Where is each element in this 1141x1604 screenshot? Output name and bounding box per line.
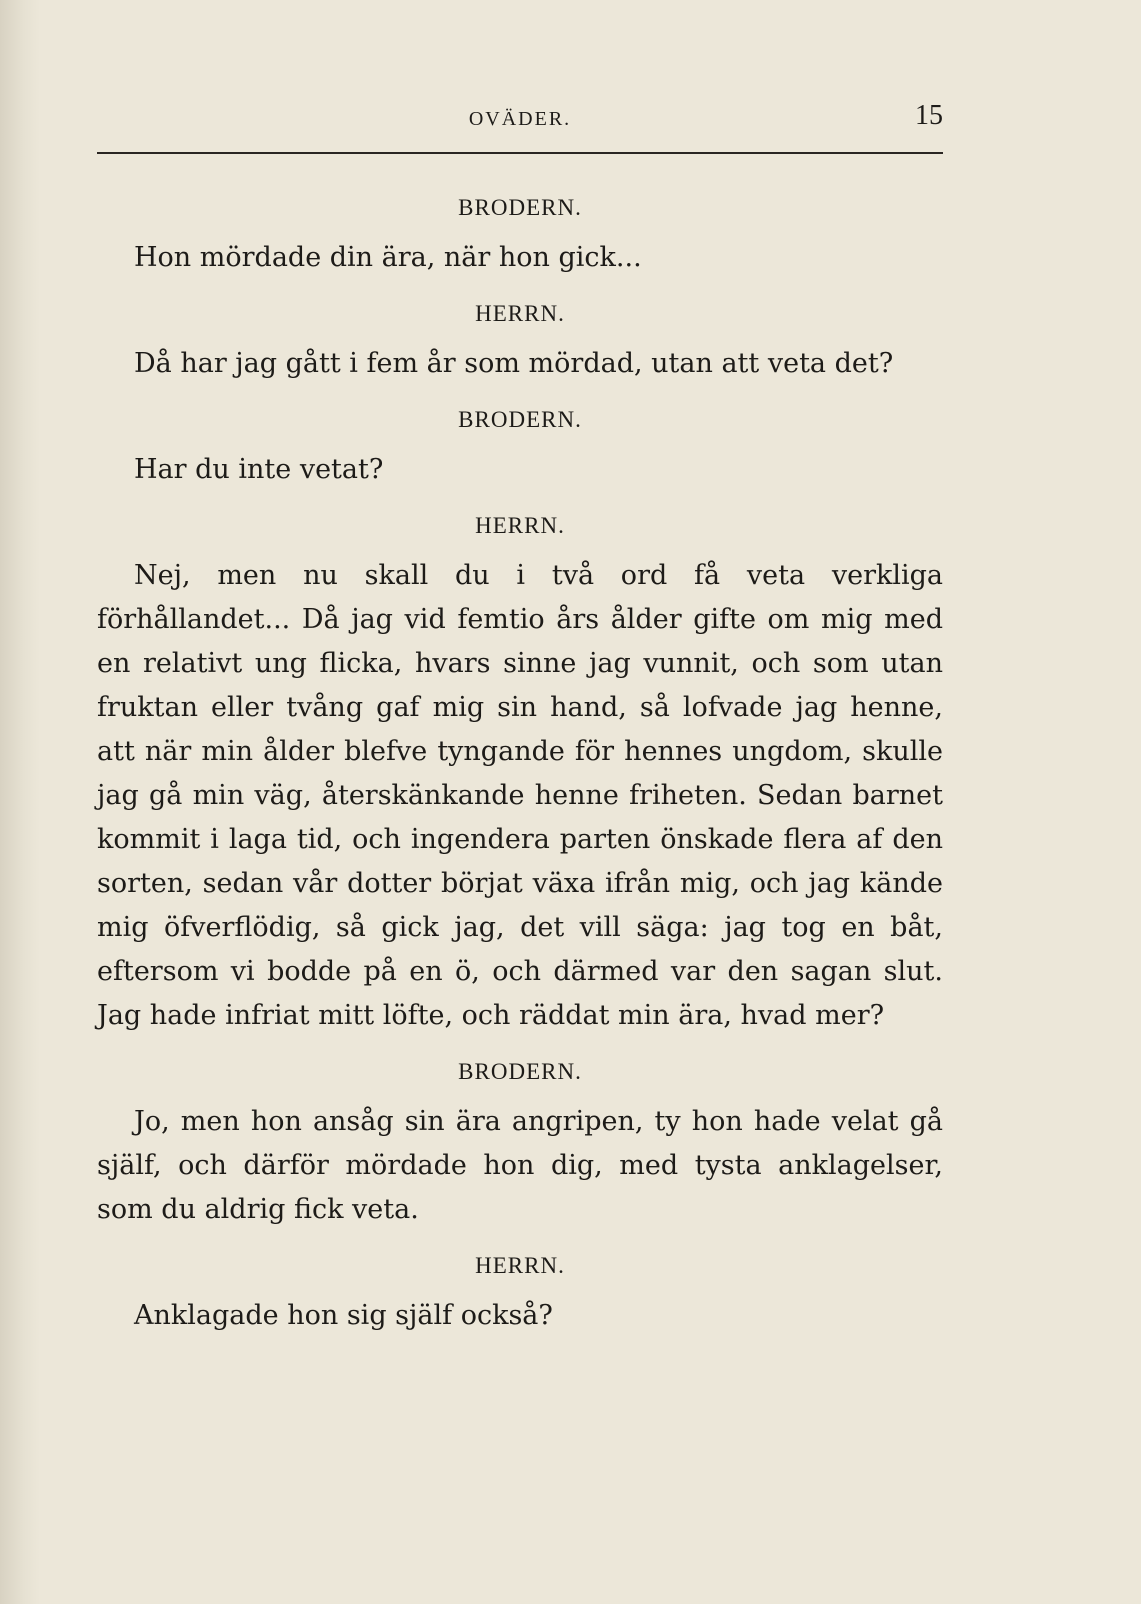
speaker-name: BRODERN.	[458, 1059, 582, 1084]
speaker-name: HERRN.	[475, 513, 565, 538]
page-header	[97, 100, 943, 136]
speaker-name: BRODERN.	[458, 195, 582, 220]
page-number: 15	[915, 100, 943, 131]
speech-line: Jo, men hon ansåg sin ära angripen, ty hon hade velat gå själf, och därför mördade hon dig, med tysta anklagelser, som du aldrig fick veta.	[97, 1106, 943, 1225]
speech-line: Nej, men nu skall du i två ord få veta verkliga förhållandet... Då jag vid femtio års ålder gifte om mig med en relativt ung flicka, hvars sinne jag vunnit, och som utan fruktan eller tvång gaf mig sin hand, så lofvade jag henne, att när min ålder blefve tyngande för hennes ungdom, skulle jag gå min väg, återskänkande henne friheten. Sedan barnet kommit i laga tid, och ingendera parten önskade flera af den sorten, sedan vår dotter börjat växa ifrån mig, och jag kände mig öfverflödig, så gick jag, det vill säga: jag tog en båt, eftersom vi bodde på en ö, och därmed var den sagan slut. Jag hade infriat mitt löfte, och räddat min ära, hvad mer?	[97, 560, 943, 1031]
speaker-name: BRODERN.	[458, 407, 582, 432]
speech-line: Då har jag gått i fem år som mördad, utan att veta det?	[134, 348, 894, 379]
running-title: OVÄDER.	[468, 108, 572, 130]
header-rule	[97, 152, 943, 154]
dialogue-text	[97, 180, 943, 1344]
speech-line: Hon mördade din ära, när hon gick...	[134, 242, 642, 273]
speaker-name: HERRN.	[475, 301, 565, 326]
speech-line: Anklagade hon sig själf också?	[134, 1300, 553, 1331]
speech-line: Har du inte vetat?	[134, 454, 384, 485]
speaker-name: HERRN.	[475, 1253, 565, 1278]
page-gutter-shadow	[0, 0, 40, 1604]
